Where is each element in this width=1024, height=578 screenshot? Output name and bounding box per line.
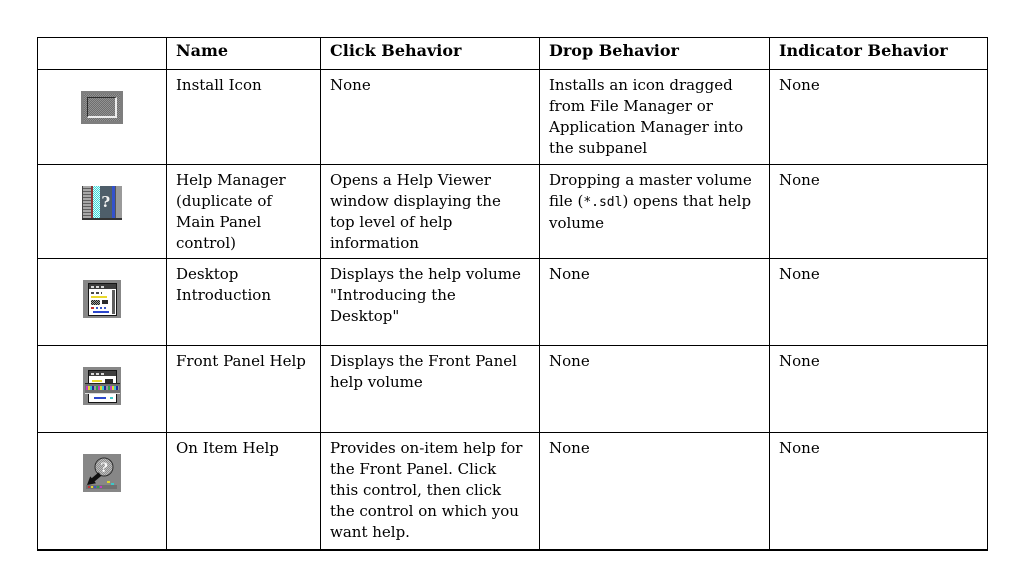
table-row <box>38 346 988 433</box>
cell-drop-behavior: None <box>540 346 770 433</box>
mini-front-panel <box>85 383 120 394</box>
table-row <box>38 165 988 259</box>
cell-click-behavior: Provides on-item help for the Front Panel. Click this control, then click the control on which you want help. <box>321 433 540 550</box>
book-spine <box>100 186 111 218</box>
book-spine <box>93 186 100 218</box>
cell-name: Help Manager (duplicate of Main Panel control) <box>167 165 321 259</box>
cell-indicator-behavior: None <box>770 165 988 259</box>
install-icon-dropzone <box>84 94 120 121</box>
cell-click-behavior: None <box>321 70 540 165</box>
question-mark-glyph: ? <box>101 192 111 211</box>
install-icon <box>81 91 123 124</box>
icon-cell <box>38 433 167 550</box>
col-header-icon <box>38 38 167 70</box>
table-row <box>38 433 988 550</box>
sdl-file-extension: *.sdl <box>583 195 623 210</box>
mini-window <box>88 283 117 316</box>
question-mark-glyph: ? <box>100 461 108 476</box>
cell-click-behavior: Opens a Help Viewer window displaying the top level of help information <box>321 165 540 259</box>
header-row <box>38 38 988 70</box>
cell-drop-behavior: None <box>540 259 770 346</box>
cell-name: Desktop Introduction <box>167 259 321 346</box>
cell-name: Front Panel Help <box>167 346 321 433</box>
help-manager-icon <box>82 186 122 220</box>
icon-cell <box>38 70 167 165</box>
on-item-help-icon <box>83 454 121 492</box>
cell-drop-behavior: None <box>540 433 770 550</box>
mini-window <box>88 370 117 403</box>
table-row <box>38 259 988 346</box>
cell-click-behavior: Displays the Front Panel help volume <box>321 346 540 433</box>
icon-cell <box>38 346 167 433</box>
book-spine <box>115 186 122 218</box>
col-header-name: Name <box>167 38 321 70</box>
table-row <box>38 70 988 165</box>
front-panel-help-icon <box>83 367 121 405</box>
icon-cell <box>38 165 167 259</box>
behavior-reference-table <box>37 37 988 551</box>
cell-drop-behavior: Installs an icon dragged from File Manager or Application Manager into the subpanel <box>540 70 770 165</box>
cell-indicator-behavior: None <box>770 70 988 165</box>
book-spine <box>82 186 91 218</box>
col-header-click-behavior: Click Behavior <box>321 38 540 70</box>
cell-indicator-behavior: None <box>770 346 988 433</box>
col-header-indicator-behavior: Indicator Behavior <box>770 38 988 70</box>
cell-indicator-behavior: None <box>770 433 988 550</box>
cell-click-behavior: Displays the help volume "Introducing the Desktop" <box>321 259 540 346</box>
desktop-introduction-icon <box>83 280 121 318</box>
col-header-drop-behavior: Drop Behavior <box>540 38 770 70</box>
cell-name: On Item Help <box>167 433 321 550</box>
cell-drop-behavior: Dropping a master volume file (*.sdl) opens that help volume <box>540 165 770 259</box>
cell-indicator-behavior: None <box>770 259 988 346</box>
icon-cell <box>38 259 167 346</box>
cell-name: Install Icon <box>167 70 321 165</box>
